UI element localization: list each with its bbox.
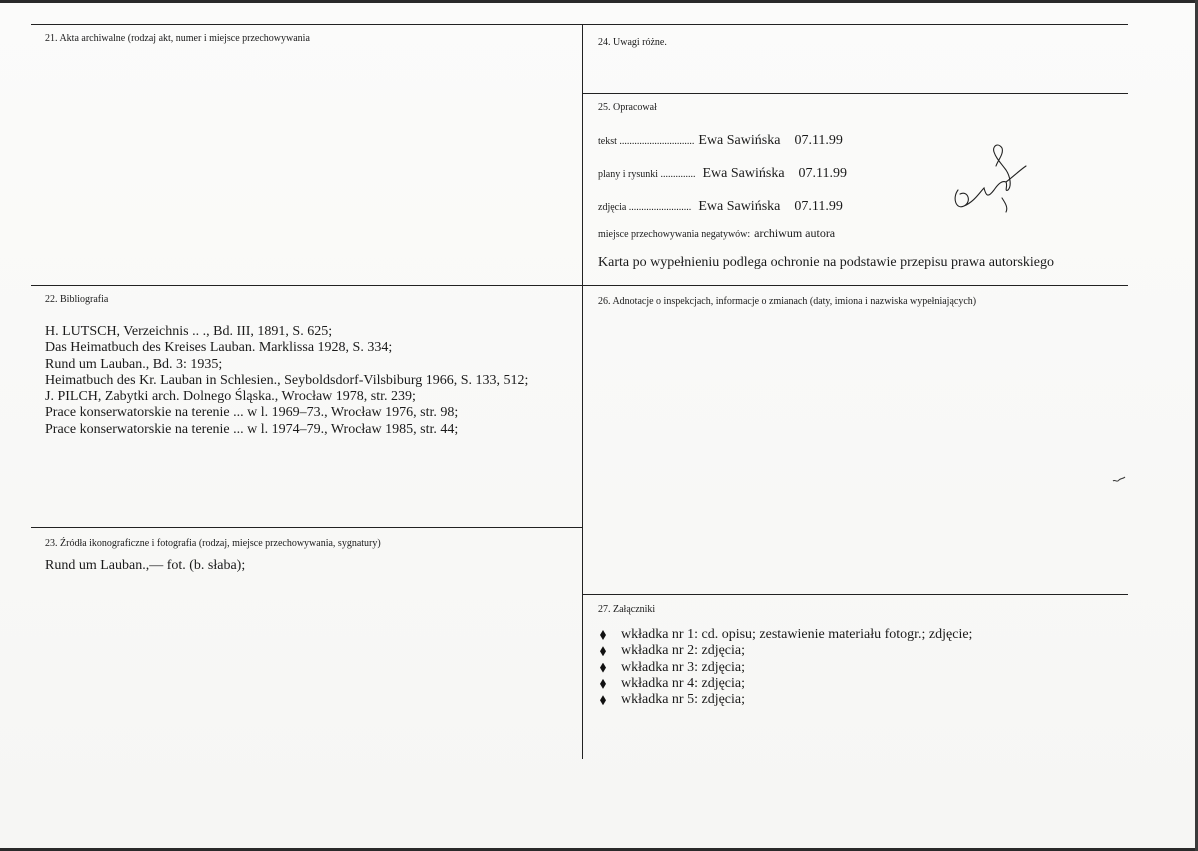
bibliography-entry: J. PILCH, Zabytki arch. Dolnego Śląska., Wrocław 1978, str. 239; (45, 389, 416, 405)
author-row-date: 07.11.99 (794, 133, 843, 148)
attachments-list (600, 627, 972, 708)
top-border-line (31, 24, 1128, 25)
bibliography-list (45, 324, 528, 438)
author-row-photos (598, 197, 843, 215)
iconography-value: Rund um Lauban.,— fot. (b. słaba); (45, 558, 246, 573)
attachment-text: wkładka nr 2: zdjęcia; (621, 643, 746, 659)
author-row-key: plany i rysunki .............. (598, 169, 696, 180)
author-row-drawings (598, 164, 847, 182)
author-row-date: 07.11.99 (798, 166, 848, 181)
copyright-note: Karta po wypełnieniu podlega ochronie na podstawie przepisu prawa autorskiego (598, 255, 1055, 270)
negatives-label: miejsce przechowywania negatywów: (598, 229, 751, 240)
attachment-item (600, 660, 972, 676)
bibliography-entry: Das Heimatbuch des Kreises Lauban. Marklissa 1928, S. 334; (45, 340, 393, 356)
author-row-name: Ewa Sawińska (698, 133, 781, 148)
divider-24-25 (582, 93, 1128, 94)
author-row-key: tekst .............................. (598, 136, 695, 147)
divider-row-1-2 (31, 285, 1128, 286)
negatives-row (598, 224, 835, 242)
bibliography-entry: Prace konserwatorskie na terenie ... w l. 1969–73., Wrocław 1976, str. 98; (45, 405, 459, 421)
pen-mark (1112, 476, 1126, 486)
section-21-label: 21. Akta archiwalne (rodzaj akt, numer i miejsce przechowywania (45, 33, 310, 44)
author-row-date: 07.11.99 (794, 199, 843, 214)
bibliography-entry: Rund um Lauban., Bd. 3: 1935; (45, 356, 223, 372)
attachment-item (600, 676, 972, 692)
author-row-key: zdjęcia ......................... (598, 202, 692, 213)
diamond-bullet-icon (600, 679, 606, 689)
column-divider (582, 24, 583, 759)
handwritten-signature (950, 140, 1030, 215)
section-24-label: 24. Uwagi różne. (598, 37, 667, 48)
bibliography-entry: Prace konserwatorskie na terenie ... w l. 1974–79., Wrocław 1985, str. 44; (45, 421, 459, 437)
section-26-label: 26. Adnotacje o inspekcjach, informacje o zmianach (daty, imiona i nazwiska wypełniających) (598, 296, 977, 307)
attachment-text: wkładka nr 5: zdjęcia; (621, 692, 746, 708)
negatives-value: archiwum autora (754, 226, 836, 240)
diamond-bullet-icon (600, 630, 606, 640)
bibliography-entry: Heimatbuch des Kr. Lauban in Schlesien., Seyboldsdorf-Vilsbiburg 1966, S. 133, 512; (45, 372, 529, 388)
attachment-text: wkładka nr 3: zdjęcia; (621, 659, 746, 675)
attachment-item (600, 692, 972, 708)
attachment-item (600, 643, 972, 659)
scan-edge-top (0, 0, 1198, 3)
attachment-item (600, 627, 972, 643)
section-23-label: 23. Źródła ikonograficzne i fotografia (rodzaj, miejsce przechowywania, sygnatury) (45, 538, 381, 549)
section-22-label: 22. Bibliografia (45, 294, 109, 305)
divider-26-27 (582, 594, 1128, 595)
author-row-name: Ewa Sawińska (698, 199, 781, 214)
section-27-label: 27. Załączniki (598, 604, 656, 615)
author-row-name: Ewa Sawińska (702, 166, 785, 181)
section-25-label: 25. Opracował (598, 102, 657, 113)
divider-22-23 (31, 527, 582, 528)
bibliography-entry: H. LUTSCH, Verzeichnis .. ., Bd. III, 1891, S. 625; (45, 324, 333, 339)
attachment-text: wkładka nr 4: zdjęcia; (621, 675, 746, 691)
diamond-bullet-icon (600, 695, 606, 705)
diamond-bullet-icon (600, 663, 606, 673)
diamond-bullet-icon (600, 646, 606, 656)
attachment-text: wkładka nr 1: cd. opisu; zestawienie materiału fotogr.; zdjęcie; (621, 627, 973, 642)
author-row-text (598, 131, 843, 149)
